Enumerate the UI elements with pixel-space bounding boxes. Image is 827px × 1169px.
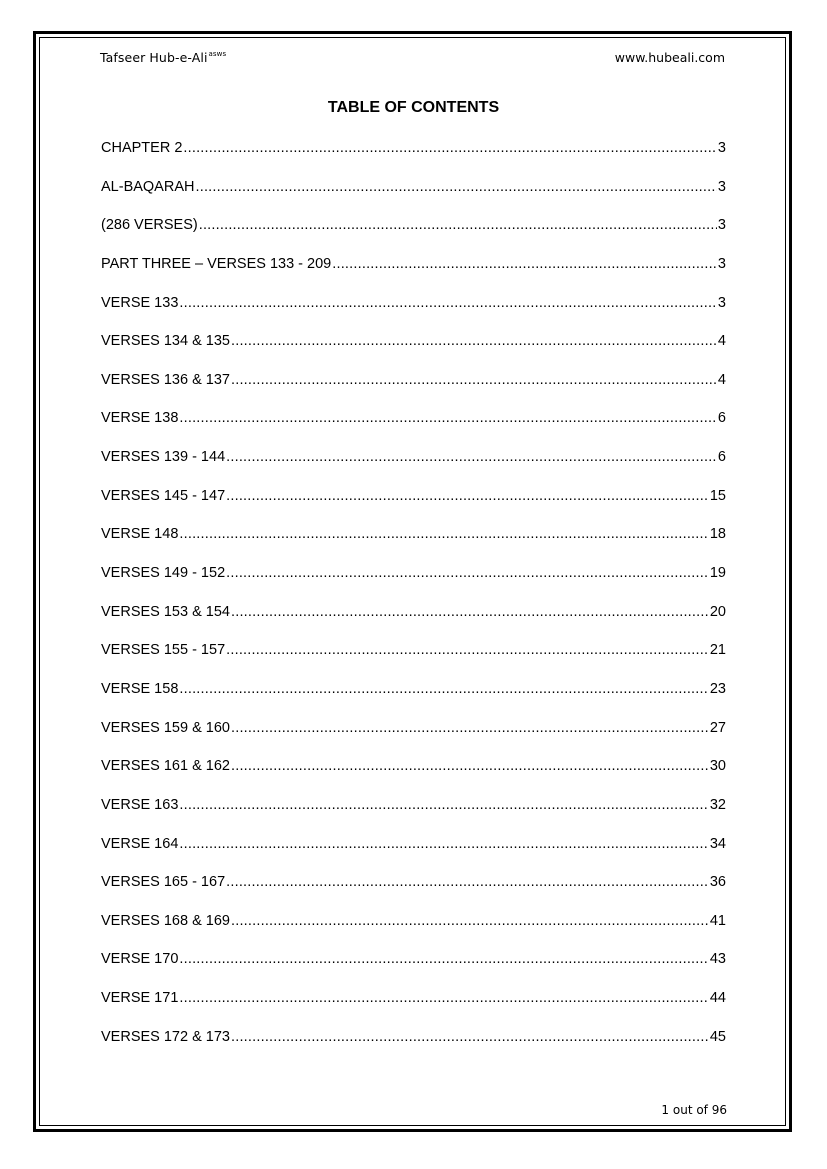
toc-entry[interactable] [101,836,726,875]
toc-entry[interactable] [101,797,726,836]
header-title [100,50,226,65]
toc-entry-label: PART THREE – VERSES 133 - 209 [101,255,332,272]
toc-entry-label: VERSE 171 [101,990,179,1007]
toc-dot-leader [179,836,708,852]
toc-entry-label: VERSES 165 - 167 [101,874,226,891]
toc-entry[interactable] [101,217,726,256]
toc-dot-leader [179,681,708,697]
toc-entry[interactable] [101,874,726,913]
toc-entry-label: VERSES 153 & 154 [101,603,230,620]
toc-entry[interactable] [101,179,726,218]
toc-entry-label: VERSES 134 & 135 [101,333,230,350]
toc-dot-leader [226,488,709,504]
toc-entry[interactable] [101,951,726,990]
toc-entry-label: VERSE 163 [101,796,179,813]
toc-entry-label: VERSES 149 - 152 [101,565,226,582]
toc-entry-label: VERSES 159 & 160 [101,719,230,736]
toc-entry-page: 30 [709,758,726,775]
toc-entry-page: 36 [709,874,726,891]
page-number: 1 out of 96 [661,1103,727,1117]
toc-dot-leader [332,256,717,272]
toc-entry-page: 3 [717,140,726,156]
header-title-text: Tafseer Hub-e-Ali [100,50,208,65]
toc-entry-page: 3 [717,178,726,195]
toc-dot-leader [179,526,708,542]
toc-dot-leader [226,642,709,658]
toc-entry[interactable] [101,681,726,720]
toc-entry[interactable] [101,295,726,334]
toc-entry-label: VERSE 170 [101,951,179,968]
toc-entry[interactable] [101,990,726,1029]
toc-entry-page: 18 [709,526,726,543]
toc-entry[interactable] [101,333,726,372]
toc-entry-label: VERSES 145 - 147 [101,487,226,504]
toc-entry-page: 43 [709,951,726,968]
toc-entry[interactable] [101,410,726,449]
toc-entry-label: VERSES 139 - 144 [101,449,226,466]
page-title: TABLE OF CONTENTS [327,99,500,116]
toc-entry-label: VERSE 138 [101,410,179,427]
toc-dot-leader [231,720,709,736]
toc-entry-label: VERSE 164 [101,835,179,852]
toc-entry-page: 21 [709,642,726,659]
toc-dot-leader [179,797,708,813]
toc-entry-label: (286 VERSES) [101,217,198,234]
table-of-contents [101,140,726,1067]
toc-dot-leader [231,372,717,388]
toc-entry-page: 27 [709,719,726,736]
toc-entry[interactable] [101,1029,726,1068]
toc-entry[interactable] [101,488,726,527]
toc-dot-leader [231,913,709,929]
header-website: www.hubeali.com [614,50,725,65]
toc-entry-page: 6 [717,410,726,427]
toc-entry-page: 44 [709,990,726,1007]
toc-entry[interactable] [101,913,726,952]
toc-dot-leader [179,990,708,1006]
toc-entry-label: VERSES 136 & 137 [101,371,230,388]
toc-dot-leader [179,951,708,967]
toc-entry-page: 4 [717,371,726,388]
toc-entry-label: CHAPTER 2 [101,140,183,156]
toc-entry-page: 20 [709,603,726,620]
toc-dot-leader [179,410,717,426]
toc-dot-leader [226,874,709,890]
toc-dot-leader [231,333,717,349]
toc-dot-leader [226,565,709,581]
toc-entry-label: VERSES 168 & 169 [101,912,230,929]
toc-dot-leader [183,140,717,156]
toc-entry-label: VERSES 155 - 157 [101,642,226,659]
toc-dot-leader [226,449,717,465]
toc-entry-page: 4 [717,333,726,350]
toc-entry-label: VERSES 161 & 162 [101,758,230,775]
toc-entry[interactable] [101,642,726,681]
toc-entry-page: 3 [717,217,726,234]
toc-entry-page: 19 [709,565,726,582]
toc-entry[interactable] [101,449,726,488]
toc-entry-page: 3 [717,294,726,311]
toc-entry-page: 45 [709,1028,726,1045]
toc-entry-page: 6 [717,449,726,466]
toc-entry[interactable] [101,372,726,411]
toc-entry-label: VERSE 148 [101,526,179,543]
toc-entry[interactable] [101,758,726,797]
toc-entry[interactable] [101,526,726,565]
toc-entry-label: VERSES 172 & 173 [101,1028,230,1045]
toc-entry-page: 23 [709,680,726,697]
toc-entry-label: VERSE 133 [101,294,179,311]
toc-entry-label: VERSE 158 [101,680,179,697]
toc-dot-leader [231,758,709,774]
toc-entry-page: 15 [709,487,726,504]
toc-entry-label: AL-BAQARAH [101,178,195,195]
header-title-superscript: asws [208,49,227,58]
toc-entry[interactable] [101,140,726,179]
toc-dot-leader [231,604,709,620]
toc-dot-leader [179,295,717,311]
toc-entry[interactable] [101,604,726,643]
toc-entry-page: 32 [709,796,726,813]
toc-entry[interactable] [101,565,726,604]
toc-entry-page: 41 [709,912,726,929]
toc-dot-leader [199,217,717,233]
toc-dot-leader [231,1029,709,1045]
toc-entry-page: 3 [717,255,726,272]
toc-dot-leader [195,179,716,195]
toc-entry[interactable] [101,720,726,759]
toc-entry[interactable] [101,256,726,295]
toc-entry-page: 34 [709,835,726,852]
